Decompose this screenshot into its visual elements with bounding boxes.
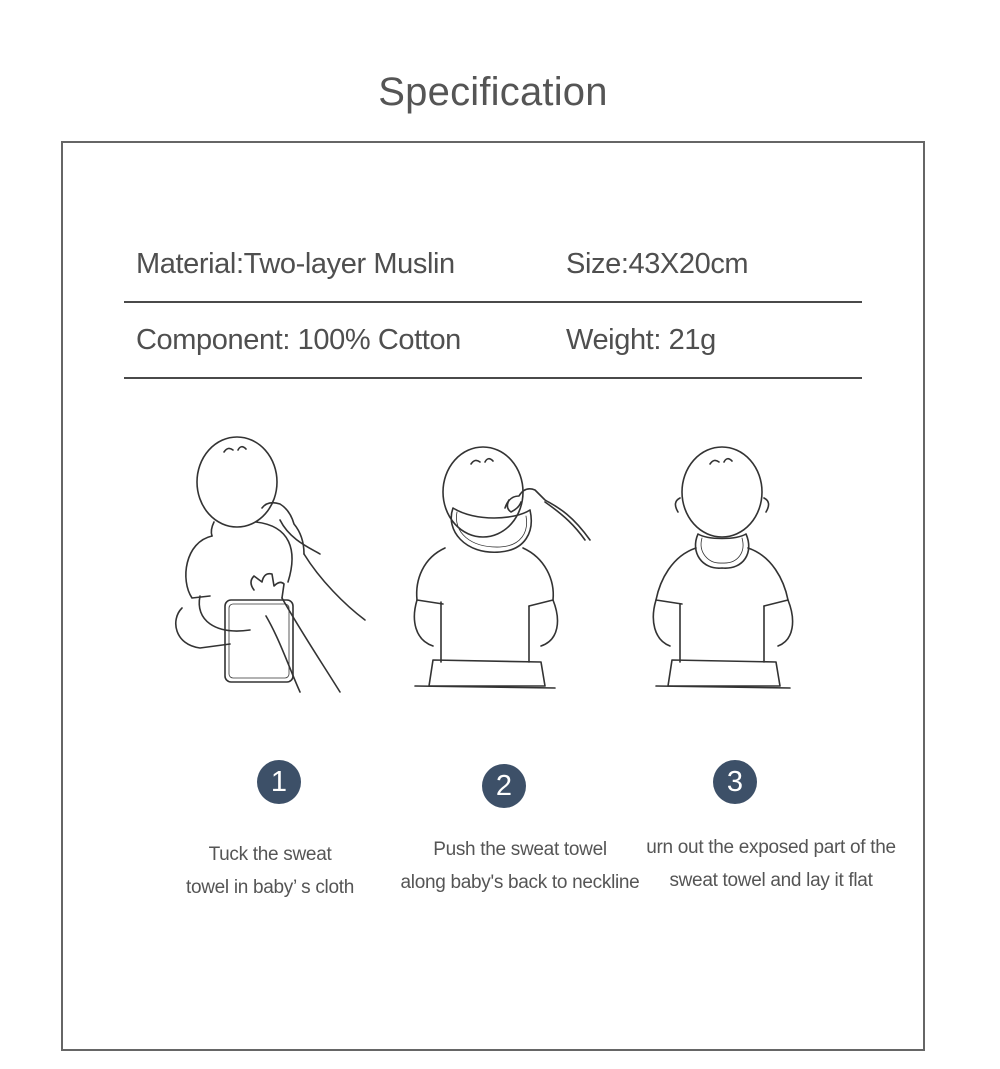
baby-push-towel-illustration [405,440,605,695]
spec-divider [124,377,862,379]
spec-size: Size:43X20cm [566,248,749,280]
step-caption [172,838,368,904]
step-caption-line: urn out the exposed part of the [646,837,896,858]
step-caption [640,831,902,897]
step-caption-line: along baby's back to neckline [400,872,640,893]
step-caption-line: Tuck the sweat [208,844,332,865]
step-caption-line: Push the sweat towel [433,839,607,860]
spec-component: Component: 100% Cotton [136,324,461,356]
step-number-badge: 3 [713,760,757,804]
step-caption-line: sweat towel and lay it flat [669,870,873,891]
step-number-badge: 2 [482,764,526,808]
step-number-badge: 1 [257,760,301,804]
step-caption-line: towel in baby’ s cloth [185,877,354,898]
step-caption [396,833,644,899]
baby-flat-towel-illustration [640,440,815,695]
spec-divider [124,301,862,303]
spec-material: Material:Two-layer Muslin [136,248,455,280]
page-title: Specification [378,70,608,114]
baby-tuck-towel-illustration [170,430,380,700]
spec-weight: Weight: 21g [566,324,716,356]
